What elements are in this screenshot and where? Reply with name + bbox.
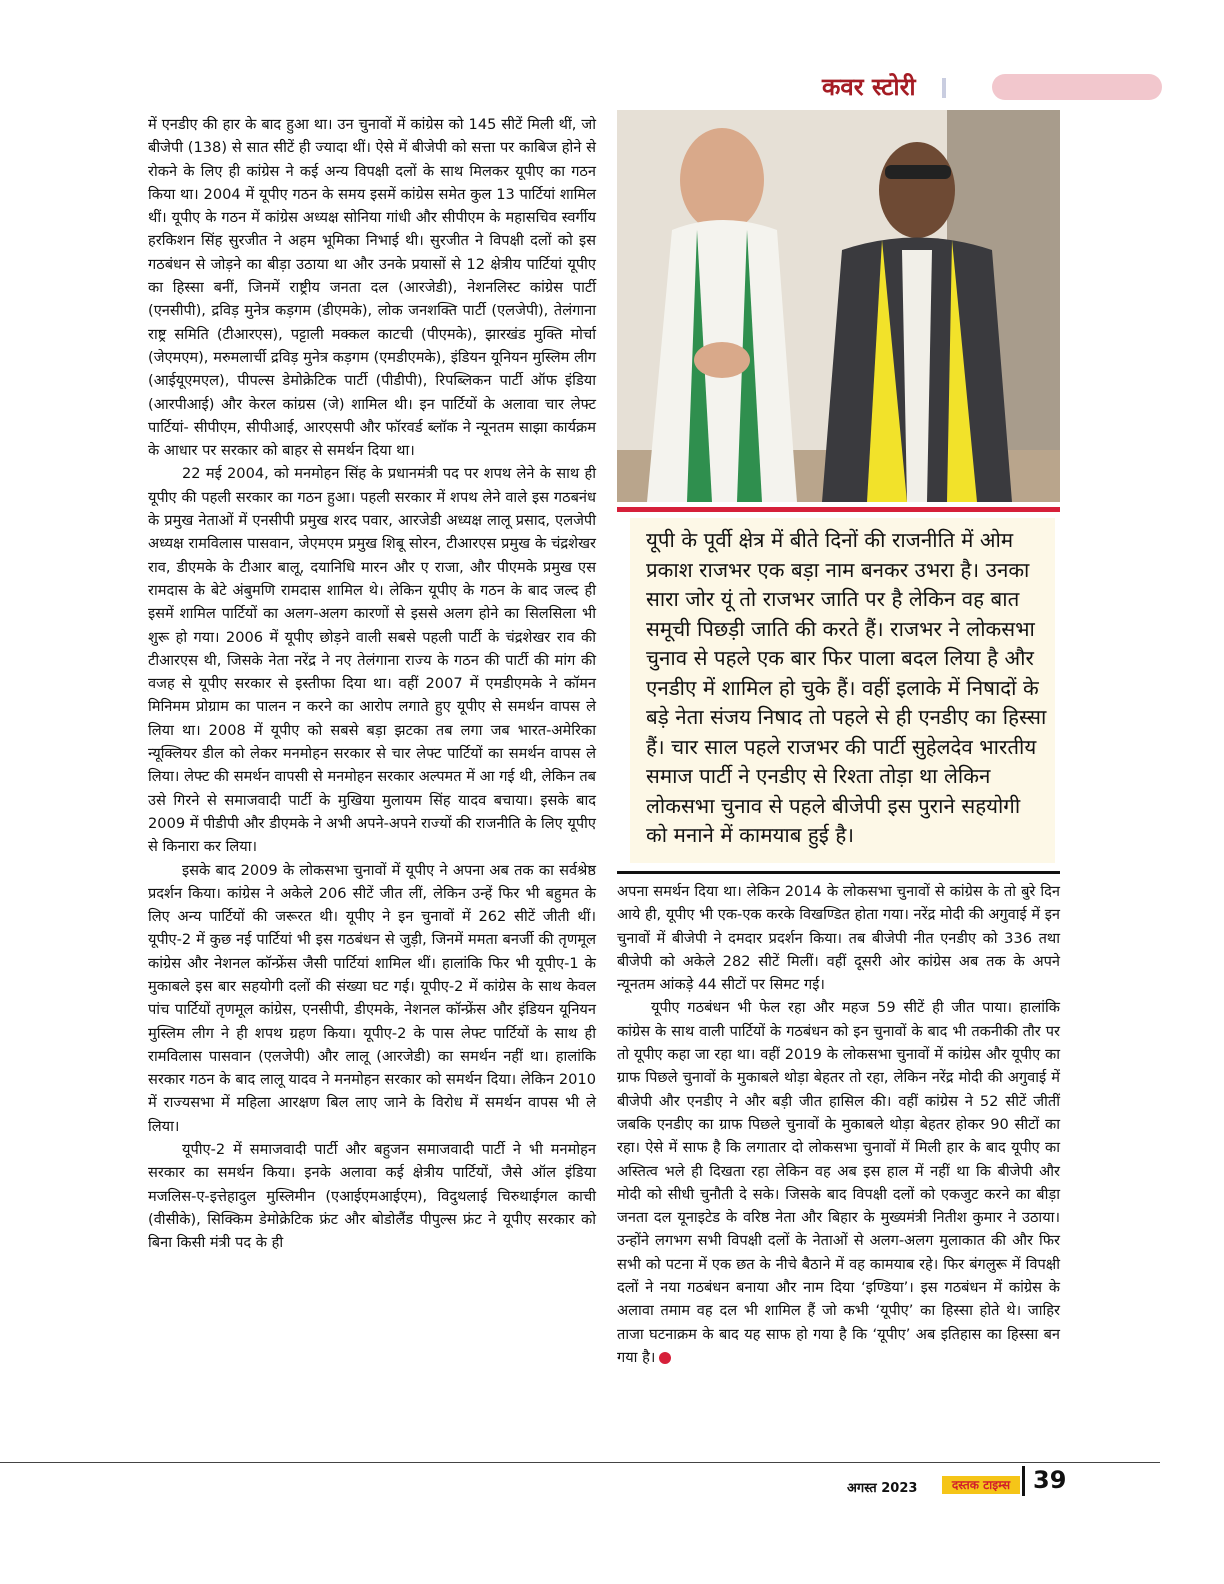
footer-divider bbox=[0, 1462, 1160, 1463]
article-paragraph: अपना समर्थन दिया था। लेकिन 2014 के लोकसभा चुनावों से कांग्रेस के तो बुरे दिन आये ही, यूपीए भी एक-एक करके विखण्डित होता गया। नरेंद्र मोदी की अगुवाई में इन चुनावों में बीजेपी ने दमदार प्रदर्शन किया। तब बीजेपी नीत एनडीए को 336 तथा बीजेपी को अकेले 282 सीटें मिलीं। वहीं दूसरी ओर कांग्रेस अब तक के अपने न्यूनतम आंकड़े 44 सीटों पर सिमट गई। bbox=[617, 883, 1060, 994]
article-paragraph bbox=[617, 996, 1060, 1369]
left-article-column bbox=[148, 113, 596, 1448]
article-paragraph: यूपीए-2 में समाजवादी पार्टी और बहुजन समाजवादी पार्टी ने भी मनमोहन सरकार का समर्थन किया। इनके अलावा कई क्षेत्रीय पार्टियों, जैसे ऑल इंडिया मजलिस-ए-इत्तेहादुल मुस्लिमीन (एआईएमआईएम), विदुथलाई चिरुथाईगल काची (वीसीके), सिक्किम डेमोक्रेटिक फ्रंट और बोडोलैंड पीपुल्स फ्रंट ने यूपीए सरकार को बिना किसी मंत्री पद के ही bbox=[148, 1141, 596, 1252]
article-paragraph: में एनडीए की हार के बाद हुआ था। उन चुनावों में कांग्रेस को 145 सीटें मिली थीं, जो बीजेपी (138) से सात सीटें ही ज्यादा थीं। ऐसे में बीजेपी को सत्ता पर काबिज होने से रोकने के लिए ही कांग्रेस ने कई अन्य विपक्षी दलों के साथ मिलकर यूपीए का गठन किया था। 2004 में यूपीए गठन के समय इसमें कांग्रेस समेत कुल 13 पार्टियां शामिल थीं। यूपीए के गठन में कांग्रेस अध्यक्ष सोनिया गांधी और सीपीएम के महासचिव स्वर्गीय हरकिशन सिंह सुरजीत ने अहम भूमिका निभाई थी। सुरजीत ने विपक्षी दलों को इस गठबंधन से जोड़ने का बीड़ा उठाया था और उनके प्रयासों से 12 क्षेत्रीय पार्टियां यूपीए का हिस्सा बनीं, जिनमें राष्ट्रीय जनता दल (आरजेडी), नेशनलिस्ट कांग्रेस पार्टी (एनसीपी), द्रविड़ मुनेत्र कड़गम (डीएमके), लोक जनशक्ति पार्टी (एलजेपी), तेलंगाना राष्ट्र समिति (टीआरएस), पट्टाली मक्कल काटची (पीएमके), झारखंड मुक्ति मोर्चा (जेएमएम), मरुमलार्ची द्रविड़ मुनेत्र कड़गम (एमडीएमके), इंडियन यूनियन मुस्लिम लीग (आईयूएमएल), पीपल्स डेमोक्रेटिक पार्टी (पीडीपी), रिपब्लिकन पार्टी ऑफ इंडिया (आरपीआई) और केरल कांग्रस (जे) शामिल थी। इन पार्टियों के अलावा चार लेफ्ट पार्टियां- सीपीएम, सीपीआई, आरएसपी और फॉरवर्ड ब्लॉक ने न्यूनतम साझा कार्यक्रम के आधार पर सरकार को बाहर से समर्थन दिया था। bbox=[148, 116, 596, 460]
article-paragraph-text: यूपीए गठबंधन भी फेल रहा और महज 59 सीटें ही जीत पाया। हालांकि कांग्रेस के साथ वाली पार्टियों के गठबंधन को इन चुनावों के बाद भी तकनीकी तौर पर तो यूपीए कहा जा रहा था। वहीं 2019 के लोकसभा चुनावों में कांग्रेस और यूपीए का ग्राफ पिछले चुनावों के मुकाबले थोड़ा बेहतर तो रहा, लेकिन नरेंद्र मोदी की अगुवाई में बीजेपी और एनडीए ने और बड़ी जीत हासिल की। वहीं कांग्रेस ने 52 सीटें जीतीं जबकि एनडीए का ग्राफ पिछले चुनावों के मुकाबले थोड़ा बेहतर होकर 90 सीटों का रहा। ऐसे में साफ है कि लगातार दो लोकसभा चुनावों में मिली हार के बाद यूपीए का अस्तित्व भले ही दिखता रहा लेकिन वह अब इस हाल में नहीं था कि बीजेपी और मोदी को सीधी चुनौती दे सके। जिसके बाद विपक्षी दलों को एकजुट करने का बीड़ा जनता दल यूनाइटेड के वरिष्ठ नेता और बिहार के मुख्यमंत्री नितीश कुमार ने उठाया। उन्होंने लगभग सभी विपक्षी दलों के नेताओं से अलग-अलग मुलाकात की और फिर सभी को पटना में एक छत के नीचे बैठाने में वह कामयाब रहे। फिर बंगलुरू में विपक्षी दलों ने नया गठबंधन बनाया और नाम दिया ‘इण्डिया’। इस गठबंधन में कांग्रेस के अलावा तमाम वह दल भी शामिल हैं जो कभी ‘यूपीए’ का हिस्सा होते थे। जाहिर ताजा घटनाक्रम के बाद यह साफ हो गया है कि ‘यूपीए’ अब इतिहास का हिस्सा बन गया है। bbox=[617, 999, 1060, 1366]
section-title: कवर स्टोरी bbox=[822, 73, 916, 101]
issue-date: अगस्त 2023 bbox=[847, 1481, 918, 1496]
pull-quote: यूपी के पूर्वी क्षेत्र में बीते दिनों की राजनीति में ओम प्रकाश राजभर एक बड़ा नाम बनकर उभरा है। उनका सारा जोर यूं तो राजभर जाति पर है लेकिन वह बात समूची पिछड़ी जाति की करते हैं। राजभर ने लोकसभा चुनाव से पहले एक बार फिर पाला बदल लिया है और एनडीए में शामिल हो चुके हैं। वहीं इलाके में निषादों के बड़े नेता संजय निषाद तो पहले से ही एनडीए का हिस्सा हैं। चार साल पहले राजभर की पार्टी सुहेलदेव भारतीय समाज पार्टी ने एनडीए से रिश्ता तोड़ा था लेकिन लोकसभा चुनाव से पहले बीजेपी इस पुराने सहयोगी को मनाने में कामयाब हुई है। bbox=[630, 518, 1055, 863]
footer-separator bbox=[1022, 1466, 1025, 1496]
photo-two-politicians bbox=[617, 110, 1060, 502]
accent-rule bbox=[617, 507, 1060, 512]
article-paragraph: इसके बाद 2009 के लोकसभा चुनावों में यूपीए ने अपना अब तक का सर्वश्रेष्ठ प्रदर्शन किया। कांग्रेस ने अकेले 206 सीटें जीत लीं, लेकिन उन्हें फिर भी बहुमत के लिए अन्य पार्टियों की जरूरत थी। यूपीए ने इन चुनावों में 262 सीटें जीती थीं। यूपीए-2 में कुछ नई पार्टियां भी इस गठबंधन से जुड़ी, जिनमें ममता बनर्जी की तृणमूल कांग्रेस और नेशनल कॉन्फ्रेंस जैसी पार्टियां शामिल थीं। हालांकि फिर भी यूपीए-1 के मुकाबले इस बार सहयोगी दलों की संख्या घट गई। यूपीए-2 में कांग्रेस के साथ केवल पांच पार्टियों तृणमूल कांग्रेस, एनसीपी, डीएमके, नेशनल कॉन्फ्रेंस और इंडियन यूनियन मुस्लिम लीग ने ही शपथ ग्रहण किया। यूपीए-2 के पास लेफ्ट पार्टियों के साथ ही रामविलास पासवान (एलजेपी) और लालू (आरजेडी) का समर्थन नहीं था। हालांकि सरकार गठन के बाद लालू यादव ने मनमोहन सरकार को समर्थन दिया। लेकिन 2010 में राज्यसभा में महिला आरक्षण बिल लाए जाने के विरोध में समर्थन वापस भी ले लिया। bbox=[148, 861, 596, 1135]
right-article-column bbox=[617, 880, 1060, 1369]
article-paragraph: 22 मई 2004, को मनमोहन सिंह के प्रधानमंत्री पद पर शपथ लेने के साथ ही यूपीए की पहली सरकार का गठन हुआ। पहली सरकार में शपथ लेने वाले इस गठबनंध के प्रमुख नेताओं में एनसीपी प्रमुख शरद पवार, आरजेडी अध्यक्ष लालू प्रसाद, एलजेपी अध्यक्ष रामविलास पासवान, जेएमएम प्रमुख शिबू सोरन, टीआरएस प्रमुख के चंद्रशेखर राव, डीएमके के टीआर बालू, दयानिधि मारन और ए राजा, और पीएमके प्रमुख एस रामदास के बेटे अंबुमणि रामदास शामिल थे। लेकिन यूपीए के गठन के बाद जल्द ही इसमें शामिल पार्टियों का अलग-अलग कारणों से इससे अलग होने का सिलसिला भी शुरू हो गया। 2006 में यूपीए छोड़ने वाली सबसे पहली पार्टी के चंद्रशेखर राव की टीआरएस थी, जिसके नेता नरेंद्र ने नए तेलंगाना राज्य के गठन की पार्टी की मांग की वजह से यूपीए सरकार से इस्तीफा दिया था। वहीं 2007 में एमडीएमके ने कॉमन मिनिमम प्रोग्राम का पालन न करने का आरोप लगाते हुए यूपीए से समर्थन वापस ले लिया था। 2008 में यूपीए को सबसे बड़ा झटका तब लगा जब भारत-अमेरिका न्यूक्लियर डील को लेकर मनमोहन सरकार से चार लेफ्ट पार्टियों का समर्थन वापस ले लिया। लेफ्ट की समर्थन वापसी से मनमोहन सरकार अल्पमत में आ गई थी, लेकिन तब उसे गिरने से समाजवादी पार्टी के मुखिया मुलायम सिंह यादव बचाया। इसके बाद 2009 में पीडीपी और डीएमके ने अभी अपने-अपने राज्यों की राजनीति के लिए यूपीए से किनारा कर लिया। bbox=[148, 465, 596, 856]
page-number: 39 bbox=[1033, 1466, 1067, 1494]
section-divider bbox=[942, 78, 946, 98]
quote-divider bbox=[617, 871, 1060, 874]
magazine-logo: दस्तक टाइम्स bbox=[942, 1476, 1020, 1494]
section-decoration bbox=[992, 74, 1162, 100]
article-photo bbox=[617, 110, 1060, 502]
end-mark-icon bbox=[659, 1352, 671, 1364]
